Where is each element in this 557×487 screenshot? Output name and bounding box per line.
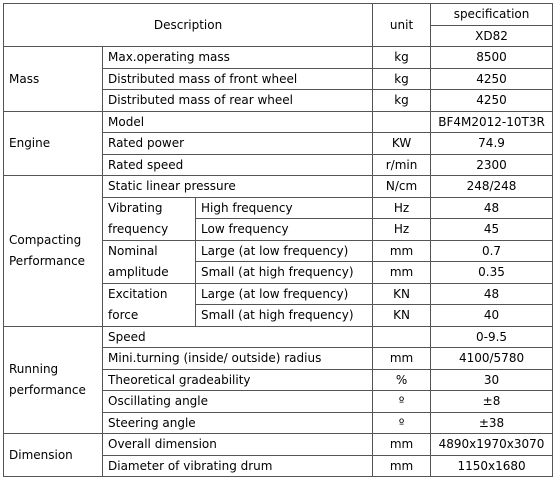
subgroup-label-amplitude bbox=[103, 240, 196, 283]
subgroup-label-line: Excitation bbox=[108, 286, 168, 301]
unit-cell: KN bbox=[373, 305, 431, 327]
value-cell: ±8 bbox=[431, 391, 553, 413]
unit-cell: r/min bbox=[373, 154, 431, 176]
unit-cell: KW bbox=[373, 133, 431, 155]
table-row bbox=[4, 326, 553, 348]
item-label: Theoretical gradeability bbox=[103, 369, 373, 391]
unit-cell: KN bbox=[373, 283, 431, 305]
item-label: Diameter of vibrating drum bbox=[103, 455, 373, 477]
value-cell: 2300 bbox=[431, 154, 553, 176]
item-label: Small (at high frequency) bbox=[196, 262, 373, 284]
value-cell: 0.7 bbox=[431, 240, 553, 262]
item-label: Distributed mass of rear wheel bbox=[103, 90, 373, 112]
value-cell: 48 bbox=[431, 283, 553, 305]
group-label-compacting bbox=[4, 176, 103, 327]
unit-cell: kg bbox=[373, 47, 431, 69]
unit-cell bbox=[373, 326, 431, 348]
value-cell: 45 bbox=[431, 219, 553, 241]
group-label-mass: Mass bbox=[4, 47, 103, 112]
value-cell: 74.9 bbox=[431, 133, 553, 155]
value-cell: ±38 bbox=[431, 412, 553, 434]
unit-cell: N/cm bbox=[373, 176, 431, 198]
group-label-line: Running bbox=[9, 361, 59, 376]
header-description: Description bbox=[4, 4, 373, 47]
item-label: Max.operating mass bbox=[103, 47, 373, 69]
unit-cell: º bbox=[373, 391, 431, 413]
value-cell: BF4M2012-10T3R bbox=[431, 111, 553, 133]
header-row bbox=[4, 4, 553, 26]
unit-cell: mm bbox=[373, 240, 431, 262]
value-cell: 48 bbox=[431, 197, 553, 219]
unit-cell: mm bbox=[373, 262, 431, 284]
item-label: Speed bbox=[103, 326, 373, 348]
value-cell: 4890x1970x3070 bbox=[431, 434, 553, 456]
item-label: Distributed mass of front wheel bbox=[103, 68, 373, 90]
value-cell: 8500 bbox=[431, 47, 553, 69]
subgroup-label-force bbox=[103, 283, 196, 326]
item-label: Large (at low frequency) bbox=[196, 283, 373, 305]
unit-cell: mm bbox=[373, 455, 431, 477]
table-row bbox=[4, 111, 553, 133]
item-label: Model bbox=[103, 111, 373, 133]
subgroup-label-line: frequency bbox=[108, 221, 169, 236]
value-cell: 1150x1680 bbox=[431, 455, 553, 477]
unit-cell: º bbox=[373, 412, 431, 434]
table-row bbox=[4, 434, 553, 456]
item-label: Static linear pressure bbox=[103, 176, 373, 198]
item-label: Overall dimension bbox=[103, 434, 373, 456]
value-cell: 0.35 bbox=[431, 262, 553, 284]
subgroup-label-line: Nominal bbox=[108, 243, 158, 258]
group-label-engine: Engine bbox=[4, 111, 103, 176]
specification-table bbox=[3, 3, 553, 477]
item-label: Steering angle bbox=[103, 412, 373, 434]
value-cell: 40 bbox=[431, 305, 553, 327]
table-row bbox=[4, 47, 553, 69]
item-label: Oscillating angle bbox=[103, 391, 373, 413]
unit-cell: Hz bbox=[373, 197, 431, 219]
unit-cell: kg bbox=[373, 68, 431, 90]
subgroup-label-line: Vibrating bbox=[108, 200, 163, 215]
subgroup-label-line: force bbox=[108, 307, 139, 322]
item-label: Low frequency bbox=[196, 219, 373, 241]
unit-cell bbox=[373, 111, 431, 133]
item-label: Rated power bbox=[103, 133, 373, 155]
item-label: Rated speed bbox=[103, 154, 373, 176]
item-label: Large (at low frequency) bbox=[196, 240, 373, 262]
header-unit: unit bbox=[373, 4, 431, 47]
unit-cell: % bbox=[373, 369, 431, 391]
value-cell: 248/248 bbox=[431, 176, 553, 198]
value-cell: 4250 bbox=[431, 90, 553, 112]
unit-cell: mm bbox=[373, 434, 431, 456]
group-label-dimension: Dimension bbox=[4, 434, 103, 477]
header-model: XD82 bbox=[431, 25, 553, 47]
item-label: Mini.turning (inside/ outside) radius bbox=[103, 348, 373, 370]
group-label-line: Compacting bbox=[9, 232, 82, 247]
unit-cell: Hz bbox=[373, 219, 431, 241]
table-row bbox=[4, 176, 553, 198]
subgroup-label-line: amplitude bbox=[108, 264, 169, 279]
subgroup-label-vibrating bbox=[103, 197, 196, 240]
group-label-line: Performance bbox=[9, 253, 86, 268]
header-specification: specification bbox=[431, 4, 553, 26]
value-cell: 30 bbox=[431, 369, 553, 391]
unit-cell: kg bbox=[373, 90, 431, 112]
group-label-running bbox=[4, 326, 103, 434]
group-label-line: performance bbox=[9, 382, 86, 397]
item-label: Small (at high frequency) bbox=[196, 305, 373, 327]
unit-cell: mm bbox=[373, 348, 431, 370]
value-cell: 4250 bbox=[431, 68, 553, 90]
value-cell: 4100/5780 bbox=[431, 348, 553, 370]
item-label: High frequency bbox=[196, 197, 373, 219]
value-cell: 0-9.5 bbox=[431, 326, 553, 348]
